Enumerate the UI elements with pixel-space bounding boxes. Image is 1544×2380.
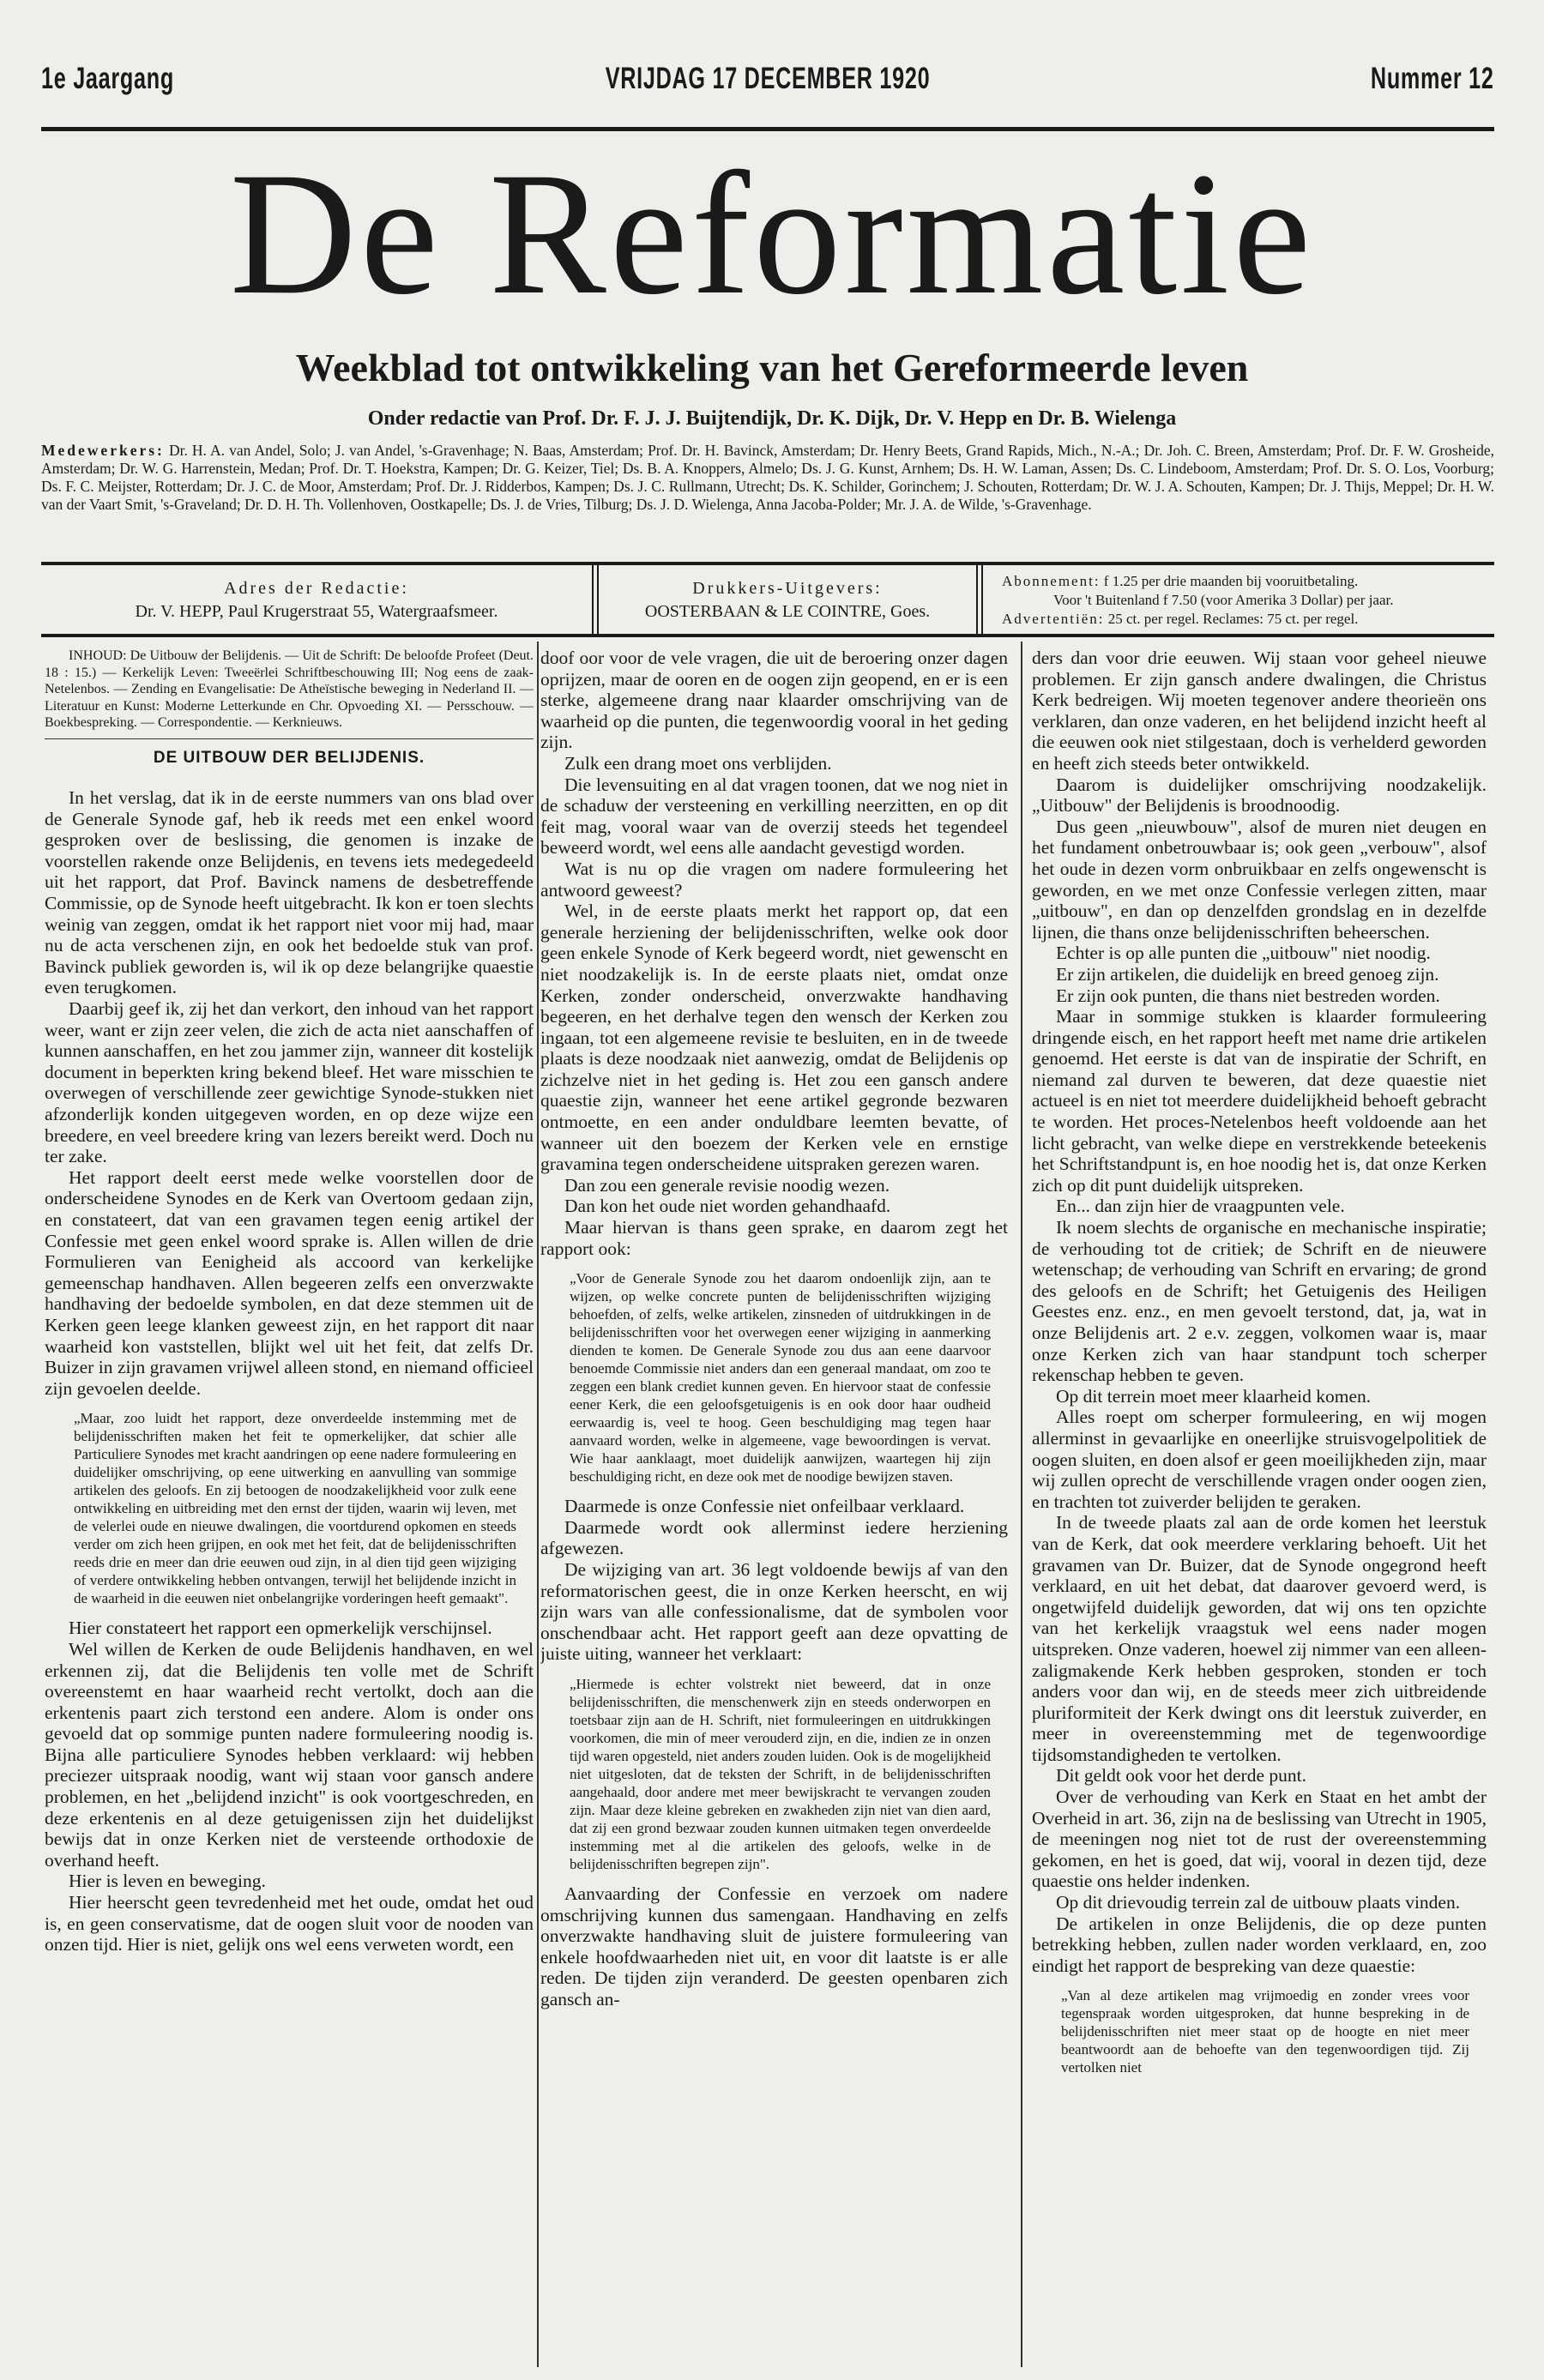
coworkers-label: Medewerkers: [41,442,165,459]
editors-line: Onder redactie van Prof. Dr. F. J. J. Buijtendijk, Dr. K. Dijk, Dr. V. Hepp en Dr. B. Wielenga [367,407,1177,430]
paragraph: Maar in sommige stukken is klaarder formuleering dringende eisch, en het rapport heeft met name drie artikelen genoemd. Het eerste is dat van de inspiratie der Schrift, en niemand zal durven te beweren, dat deze quaestie niet actueel is en niet tot meerdere duidelijkheid behoeft gebracht te worden. Het proces-Netelenbos heeft voldoende aan het licht gebracht, van welke diepe en verstrekkende beteekenis het Schriftstandpunt is, en hoe noodig het is, dat onze Kerken zich op dit punt duidelijk uitspreken. [1032,1006,1487,1196]
abonnement-label: Abonnement: [1002,573,1101,589]
masthead-title: De Reformatie [229,136,1315,331]
paragraph: Maar hiervan is thans geen sprake, en daarom zegt het rapport ook: [540,1217,1008,1259]
paragraph: Hier constateert het rapport een opmerkelijk verschijnsel. [69,1618,492,1639]
paragraph: Alles roept om scherper formuleering, en wij mogen allerminst in gevaarlijke en oneerlijke struisvogelpolitiek de oogen sluiten, en doen alsof er geen moeilijkheden zijn, maar wij zullen oprecht de verschillende vragen onder oogen zien, en trachten tot zuiverder belijden te geraken. [1032,1407,1487,1512]
article-title: DE UITBOUW DER BELIJDENIS. [153,748,425,767]
column-1 [45,648,534,2367]
paragraph: Dan kon het oude niet worden gehandhaafd. [564,1196,891,1217]
issue-number: Nummer 12 [1371,62,1494,95]
paragraph: doof oor voor de vele vragen, die uit de beroering onzer dagen oprijzen, maar de ooren en de oogen zijn geopend, en er is een sterke, algemeene drang naar klaarder omschrijving van de waarheid op die punten, die tegenwoordig vooral in het geding zijn. [540,648,1008,753]
quote-block: „Voor de Generale Synode zou het daarom ondoenlijk zijn, aan te wijzen, op welke concrete punten de belijdenisschriften wijziging behoefden, of zelfs, welke artikelen, zinsneden of uitdrukkingen in de belijdenisschriften voor het overwegen eener wijziging in aanmerking dienden te komen. De Generale Synode zou dus aan eene daarvoor benoemde Commissie niet anders dan een generaal mandaat, om zoo te zeggen een blank crediet kunnen geven. En hiervoor staat de confessie eener Kerk, die een geloofsgetuigenis is en ook door haar oudheid eerwaardig is, veel te hoog. Geen beschuldiging mag tegen haar aanvaard worden, welke in algemeene, vage bewoordingen is vervat. Wie haar aanklaagt, moet duidelijk aanwijzen, waartegen hij zijn beschuldiging richt, en deze ook met de noodige bewijzen staven. [570,1270,991,1485]
paragraph: In de tweede plaats zal aan de orde komen het leerstuk van de Kerk, dat ook meerdere verklaring behoeft. Uit het gravamen van Dr. Buizer, dat de Synode ongegrond heeft verklaard, en uit het debat, dat daarover gevoerd werd, is ongetwijfeld duidelijk geworden, dat wij ons ten opzichte van het kerkelijk vraagstuk wel eens nader mogen uitspreken. Onze vaderen, hoewel zij nimmer van een alleen-zaligmakende Kerk hebben gesproken, stonden er toch anders voor dan wij, en de steeds meer zich uitbreidende pluriformiteit der Kerk dwingt ons dit leerstuk zuiverder, en meer in overeenstemming met de tegenwoordige tijdsomstandigheden te vertolken. [1032,1512,1487,1765]
coworkers-text: Dr. H. A. van Andel, Solo; J. van Andel, 's-Gravenhage; N. Baas, Amsterdam; Prof. Dr. H. Bavinck, Amsterdam; Dr. Henry Beets, Grand Rapids, Mich., N.-A.; Dr. Joh. C. Breen, Amsterdam; Prof. Dr. F. W. Grosheide, Amsterdam; Dr. W. G. Harrenstein, Medan; Prof. Dr. T. Hoekstra, Kampen; Dr. G. Keizer, Tiel; Ds. B. A. Knoppers, Almelo; Ds. J. G. Kunst, Arnhem; Ds. H. W. Laman, Assen; Ds. C. Lindeboom, Amsterdam; Prof. Dr. S. O. Los, Voorburg; Ds. F. C. Meijster, Rotterdam; Dr. J. C. de Moor, Amsterdam; Prof. Dr. J. Ridderbos, Kampen; Ds. J. C. Rullmann, Utrecht; Ds. K. Schilder, Gorinchem; J. Schouten, Rotterdam; Dr. W. J. A. Schouten, Kampen; Dr. J. Thijs, Meppel; Dr. H. W. van der Vaart Smit, 's-Graveland; Dr. D. H. Th. Vollenhoven, Oostkapelle; Ds. J. de Vries, Tilburg; Ds. J. D. Wielenga, Anna Jacoba-Polder; Mr. J. A. de Wilde, 's-Gravenhage. [41,442,1494,513]
redactie-address: Dr. V. HEPP, Paul Krugerstraat 55, Watergraafsmeer. [135,602,498,621]
buitenland-price: Voor 't Buitenland f 7.50 (voor Amerika 3 Dollar) per jaar. [1053,592,1394,608]
paragraph: Zulk een drang moet ons verblijden. [564,752,832,774]
paragraph: Echter is op alle punten die „uitbouw" niet noodig. [1056,943,1431,964]
paragraph: Dit geldt ook voor het derde punt. [1056,1765,1306,1787]
paragraph: Wat is nu op die vragen om nadere formuleering het antwoord geweest? [540,858,1008,901]
abonnement-price: f 1.25 per drie maanden bij vooruitbetaling. [1103,573,1359,589]
paragraph: Op dit terrein moet meer klaarheid komen. [1056,1385,1372,1407]
quote-block: „Hiermede is echter volstrekt niet beweerd, dat in onze belijdenisschriften, die menschenwerk zijn en steeds onderworpen en toetsbaar zijn aan de H. Schrift, niet formuleeringen en uitdrukkingen voorkomen, die min of meer verouderd zijn, en die, indien ze in onzen tijd waren opgesteld, niet anders zouden luiden. Ook is de mogelijkheid niet uitgesloten, dat de teksten der Schrift, in de belijdenisschriften aangehaald, door andere met meer bewijskracht te vervangen zouden zijn. Maar deze kleine gebreken en zwakheden zijn niet van dien aard, dat zij een grond bezwaar zouden kunnen uitmaken tegen onverdeelde instemming met al die artikelen des geloofs, welke in de belijdenisschriften begrepen zijn". [570,1675,991,1872]
column-2 [540,648,1008,2367]
volume-label: 1e Jaargang [41,62,175,95]
masthead-subtitle: Weekblad tot ontwikkeling van het Gereformeerde leven [295,346,1249,389]
column-rule-1 [537,642,539,2367]
header-rule [41,127,1494,131]
paragraph: En... dan zijn hier de vraagpunten vele. [1056,1196,1345,1217]
paragraph: Dus geen „nieuwbouw", alsof de muren niet deugen en het fundament onbetrouwbaar is; ook geen „verbouw", alsof het oude in dezen vorm onbruikbaar en zelfs ongewenscht is geworden, en we met onze Confessie verlegen zitten, maar „uitbouw", en dan op denzelfden grondslag en in dezelfde lijnen, die thans onze belijdenisschriften beheerschen. [1032,816,1487,943]
advertentien-price: 25 ct. per regel. Reclames: 75 ct. per regel. [1107,611,1359,627]
paragraph: Die levensuiting en al dat vragen toonen, dat we nog niet in de schaduw der versteening en verkilling neerzitten, en op dit feit mag, vooral waar van de overzij steeds het tegendeel beweerd wordt, wel eens alle aandacht gevestigd worden. [540,774,1008,859]
quote-block: „Maar, zoo luidt het rapport, deze onverdeelde instemming met de belijdenisschriften maken het feit te opmerkelijker, dat schier alle Particuliere Synodes met kracht aandringen op eene nadere formuleering en duidelijker omschrijving, op eene uitwerking en aanvulling van sommige artikelen des geloofs. En zij betoogen de noodzakelijkheid voor zulk eene ontwikkeling en uitbreiding met den ernst der tijden, waarin wij leven, met de velerlei oude en nieuwe dwalingen, die voortdurend opkomen en steeds verder om zich heen grijpen, en ook met het feit, dat de belijdenisschriften reeds drie en meer dan drie eeuwen oud zijn, in al dien tijd geen wijziging of verdere ontwikkeling hebben ontvangen, terwijl het belijdende inzicht in de waarheid in die eeuwen niet onbelangrijke vorderingen heeft gemaakt". [74,1410,516,1607]
paragraph: Ik noem slechts de organische en mechanische inspiratie; de verhouding tot de critiek; de Schrift en de nieuwere wetenschap; de verhouding van Schrift en ervaring; de grond des geloofs en de Schrift; het Getuigenis des Heiligen Geestes enz. enz., en men gevoelt terstond, dat, ja, wat in onze Belijdenis art. 2 e.v. zeggen, volkomen waar is, maar onze Kerken zich van haar standpunt toch scherper rekenschap hebben te geven. [1032,1217,1487,1386]
drukkers-label: Drukkers-Uitgevers: [692,579,883,598]
paragraph: Over de verhouding van Kerk en Staat en het ambt der Overheid in art. 36, zijn na de beslissing van Utrecht in 1905, de meeningen nog niet tot de rust der overeenstemming gekomen, en het is goed, dat wij, vooral in dezen tijd, deze quaestie ons helder indenken. [1032,1787,1487,1892]
paragraph: Wel, in de eerste plaats merkt het rapport op, dat een generale herziening der belijdenisschriften, welke ook door geen enkele Synode of Kerk begeerd wordt, niet gewenscht en niet noodzakelijk is. In de eerste plaats niet, omdat onze Kerken, zonder onderscheid, onverzwakte handhaving begeeren, en het derhalve tegen den wensch der Kerken zou ingaan, tot een algemeene revisie te besluiten, en in de tweede plaats is deze noodzaak niet aanwezig, omdat de Belijdenis op zichzelve niet in het geding is. Het zou een gansch andere quaestie zijn, wanneer het eene artikel gegronde bezwaren ontmoette, en een ander onduldbare leemten bevatte, of wanneer uit den boezem der Kerken vele en ernstige gravamina tegen onderscheidene uitspraken gerezen waren. [540,901,1008,1175]
paragraph: Er zijn ook punten, die thans niet bestreden worden. [1056,985,1440,1006]
paragraph: ders dan voor drie eeuwen. Wij staan voor geheel nieuwe problemen. Er zijn gansch andere dwalingen, die Christus Kerk bedreigen. Wij moeten tegenover andere theorieën ons verklaren, dan onze vaderen, en het belijdend inzicht heeft al die eeuwen ook niet stilgestaan, doch is verhelderd geworden en heeft zich steeds beter ontwikkeld. [1032,648,1487,774]
paragraph: De artikelen in onze Belijdenis, die op deze punten betrekking hebben, zullen nader worden verklaard, en, zoo eindigt het rapport de bespreking van deze quaestie: [1032,1913,1487,1976]
paragraph: Wel willen de Kerken de oude Belijdenis handhaven, en wel erkennen zij, dat die Belijdenis ten volle met de Schrift overeenstemt en haar waarheid recht vertolkt, doch aan die erkentenis paart zich terstond een andere. Alom is onder ons gevoeld dat op sommige punten nadere formuleering noodig is. Bijna alle particuliere Synodes hebben verklaard: wij hebben preciezer uitspraak noodig, want wij staan voor gansch andere problemen, en het „belijdend inzicht" is ook voortgeschreden, en deze erkentenis en al deze getuigenissen zijn het duidelijkst bewijs dat in onze Kerken niet de versteende orthodoxie de overhand heeft. [45,1638,534,1871]
paragraph: Daarmede wordt ook allerminst iedere herziening afgewezen. [540,1516,1008,1559]
table-of-contents: INHOUD: De Uitbouw der Belijdenis. — Uit de Schrift: De beloofde Profeet (Deut. 18 : 15.) — Kerkelijk Leven: Tweeërlei Schriftbeschouwing III; Nog eens de zaak-Netelenbos. — Zending en Evangelisatie: De Atheïstische beweging in Nederland II. — Literatuur en Kunst: Moderne Letterkunde en Chr. Opvoeding XI. — Persschouw. — Boekbespreking. — Correspondentie. — Kerknieuws. [45,648,534,739]
redactie-label: Adres der Redactie: [224,579,409,598]
coworkers-block [41,442,1494,514]
abonnement-box [981,565,1494,634]
column-3 [1032,648,1487,2367]
info-bar [41,562,1494,637]
drukkers-box [597,565,978,634]
paragraph: Daarbij geef ik, zij het dan verkort, den inhoud van het rapport weer, want er zijn zeer velen, die zich de acta niet aanschaffen of kunnen aanschaffen, en het zou jammer zijn, wanneer dit kostelijk document in beperkten kring bekend bleef. Het ware misschien te overwegen of verschillende zeer gewichtige Synode-stukken niet afzonderlijk konden uitgegeven worden, en op deze wijze een breedere, en veel breedere kring van lezers bereikt werd. Doch nu ter zake. [45,998,534,1167]
paragraph: Op dit drievoudig terrein zal de uitbouw plaats vinden. [1056,1892,1461,1913]
paragraph: Hier is leven en beweging. [69,1871,266,1892]
column-rule-2 [1021,642,1022,2367]
paragraph: Hier heerscht geen tevredenheid met het oude, omdat het oud is, en geen conservatisme, dat de oogen sluit voor de nooden van onzen tijd. Hier is niet, gelijk ons wel eens verweten wordt, een [45,1892,534,1955]
top-line [41,53,1494,106]
drukkers-name: OOSTERBAAN & LE COINTRE, Goes. [644,602,931,621]
paragraph: Het rapport deelt eerst mede welke voorstellen door de onderscheidene Synodes en de Kerk van Overtoom gedaan zijn, en constateert, dat van een gravamen tegen eenig artikel der Confessie met geen enkel woord sprake is. Allen willen de drie Formulieren van Eenigheid als accoord van kerkelijke gemeenschap handhaven. Allen begeeren zelfs een onverzwakte handhaving der bedoelde symbolen, en dat deze stemmen uit de Kerken geen leege klanken geweest zijn, en het rapport dit naar waarheid kon vaststellen, blijkt wel uit het feit, dat zelfs Dr. Buizer in zijn gravamen vrijwel alleen stond, en niemand officieel zijn gevoelen deelde. [45,1166,534,1399]
quote-block: „Van al deze artikelen mag vrijmoedig en zonder vrees voor tegenspraak worden uitgesproken, dat hunne bespreking in de belijdenisschriften niet meer staat op de hoogte en niet meer beantwoordt aan de behoefte van den tegenwoordigen tijd. Zij vertolken niet [1061,1987,1469,2076]
paragraph: De wijziging van art. 36 legt voldoende bewijs af van den reformatorischen geest, die in onze Kerken heerscht, en wij zijn wars van alle confessionalisme, dat de symbolen voor onschendbaar acht. Het rapport geeft aan deze opvatting de juiste uiting, wanneer het verklaart: [540,1559,1008,1665]
redactie-box [41,565,594,634]
paragraph: Dan zou een generale revisie noodig wezen. [564,1174,890,1196]
paragraph: Daarom is duidelijker omschrijving noodzakelijk. „Uitbouw" der Belijdenis is broodnoodig. [1032,774,1487,816]
issue-date: VRIJDAG 17 DECEMBER 1920 [605,62,931,95]
paragraph: Daarmede is onze Confessie niet onfeilbaar verklaard. [564,1496,965,1517]
paragraph: In het verslag, dat ik in de eerste nummers van ons blad over de Generale Synode gaf, heb ik reeds met een enkel woord gesproken over de beslissing, die genomen is inzake de voorstellen rakende onze Belijdenis, en tevens iets medegedeeld uit het rapport, dat Prof. Bavinck namens de desbetreffende Commissie, op de Synode heeft uitgebracht. Ik kon er toen slechts weinig van zeggen, omdat ik het rapport niet voor mij had, maar nu de acta verschenen zijn, en ook het bedoelde stuk van prof. Bavinck publiek geworden is, wil ik op deze belangrijke quaestie even terugkomen. [45,787,534,998]
advertentien-label: Advertentiën: [1002,611,1105,627]
paragraph: Er zijn artikelen, die duidelijk en breed genoeg zijn. [1056,963,1439,985]
paragraph: Aanvaarding der Confessie en verzoek om nadere omschrijving kunnen dus samengaan. Handhaving en zelfs onverzwakte handhaving sluit de juistere formuleering van enkele hoofdwaarheden niet uit, en voor dit laatste is er alle reden. De tijden zijn veranderd. De geesten openbaren zich gansch an- [540,1883,1008,2009]
